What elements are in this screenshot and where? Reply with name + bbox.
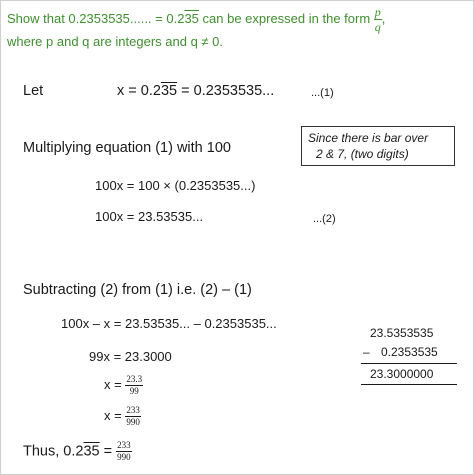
let-equation: x = 0.235 = 0.2353535... [117, 83, 275, 99]
problem-text-c: , [381, 10, 386, 26]
note-line-2: 2 & 7, (two digits) [316, 147, 409, 161]
calc-rule [361, 363, 457, 364]
repeating-bar: 35 [83, 443, 100, 460]
fraction-23-3-over-99: $\frac{23.3}{99}$ [126, 374, 143, 396]
problem-line-2: where p and q are integers and q ≠ 0. [7, 34, 223, 49]
problem-line-1 [7, 6, 385, 33]
calc-rule-bottom [361, 384, 457, 385]
multiply-heading: Multiplying equation (1) with 100 [23, 140, 231, 156]
equation-tag-1: ...(1) [311, 87, 334, 99]
fraction-final: $\frac{233}{990}$ [117, 440, 131, 462]
repeating-bar: 35 [160, 83, 178, 99]
subtract-eq-4: x = $\frac{233}{990}$ [104, 405, 140, 427]
problem-text-b: can be expressed in the form [198, 10, 374, 26]
problem-text-a: Show that 0.2353535...... = 0.2 [7, 10, 185, 26]
let-label: Let [23, 83, 44, 99]
multiply-eq-1: 100x = 100 × (0.2353535...) [95, 178, 256, 193]
calc-mid: 0.2353535 [381, 345, 438, 359]
equation-tag-2: ...(2) [313, 213, 336, 225]
multiply-eq-2: 100x = 23.53535... [95, 209, 204, 224]
calc-result: 23.3000000 [370, 367, 434, 381]
note-box [301, 126, 455, 166]
calc-top: 23.5353535 [370, 326, 434, 340]
subtract-heading: Subtracting (2) from (1) i.e. (2) – (1) [23, 282, 252, 298]
subtract-eq-2: 99x = 23.3000 [89, 349, 172, 364]
fraction-233-over-990: $\frac{233}{990}$ [126, 405, 140, 427]
repeating-bar: 35 [184, 10, 199, 26]
note-line-1: Since there is bar over [308, 131, 429, 145]
thus-line: Thus, 0.235 = $\frac{233}{990}$ [23, 440, 131, 462]
subtract-eq-1: 100x – x = 23.53535... – 0.2353535... [61, 316, 277, 331]
calc-minus: – [363, 345, 370, 359]
fraction-p-over-q: $\frac{p}{q}$ [374, 5, 381, 34]
subtract-eq-3: x = $\frac{23.3}{99}$ [104, 374, 143, 396]
